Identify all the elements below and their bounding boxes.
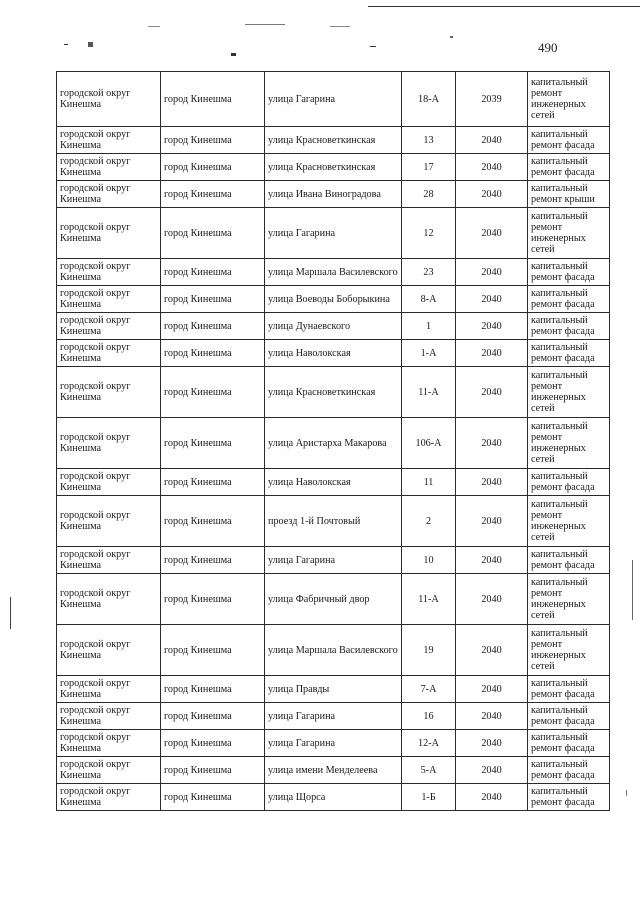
cell-house: 1-Б [402,784,456,811]
cell-settlement: город Кинешма [161,547,265,574]
table-row [57,757,610,784]
cell-area: городской округ Кинешма [57,313,161,340]
cell-house: 12-А [402,730,456,757]
scan-mark [231,53,236,56]
cell-settlement: город Кинешма [161,676,265,703]
cell-work: капитальный ремонт фасада [528,676,610,703]
cell-house: 23 [402,259,456,286]
table-row [57,469,610,496]
cell-settlement: город Кинешма [161,340,265,367]
cell-area: городской округ Кинешма [57,340,161,367]
cell-year: 2040 [456,547,528,574]
cell-street: улица Наволокская [265,340,402,367]
cell-year: 2040 [456,496,528,547]
cell-work: капитальный ремонт инженерных сетей [528,574,610,625]
cell-street: улица Щорса [265,784,402,811]
page-number: 490 [538,40,558,55]
cell-house: 12 [402,208,456,259]
cell-street: улица Красноветкинская [265,154,402,181]
cell-street: улица Наволокская [265,469,402,496]
table-row [57,730,610,757]
cell-work: капитальный ремонт фасада [528,757,610,784]
cell-street: улица Аристарха Макарова [265,418,402,469]
cell-street: улица Правды [265,676,402,703]
scan-mark [245,24,285,25]
table-row [57,181,610,208]
cell-house: 1 [402,313,456,340]
cell-year: 2040 [456,469,528,496]
cell-house: 18-А [402,72,456,127]
cell-settlement: город Кинешма [161,757,265,784]
cell-area: городской округ Кинешма [57,72,161,127]
cell-street: улица Дунаевского [265,313,402,340]
cell-work: капитальный ремонт фасада [528,259,610,286]
cell-settlement: город Кинешма [161,574,265,625]
cell-settlement: город Кинешма [161,154,265,181]
cell-area: городской округ Кинешма [57,469,161,496]
table-row [57,703,610,730]
cell-settlement: город Кинешма [161,469,265,496]
table-row [57,574,610,625]
cell-year: 2040 [456,757,528,784]
table-row [57,784,610,811]
cell-house: 10 [402,547,456,574]
table-row [57,127,610,154]
cell-street: улица Маршала Василевского [265,625,402,676]
table-row [57,547,610,574]
cell-house: 11-А [402,367,456,418]
cell-work: капитальный ремонт фасада [528,547,610,574]
cell-work: капитальный ремонт инженерных сетей [528,208,610,259]
scan-mark [370,46,376,47]
scan-mark [330,26,350,27]
cell-street: улица Воеводы Боборыкина [265,286,402,313]
cell-settlement: город Кинешма [161,181,265,208]
table-row [57,418,610,469]
cell-year: 2040 [456,127,528,154]
scan-mark [64,44,68,45]
scan-mark [632,560,633,620]
cell-work: капитальный ремонт фасада [528,127,610,154]
table-row [57,313,610,340]
cell-area: городской округ Кинешма [57,547,161,574]
cell-settlement: город Кинешма [161,313,265,340]
cell-work: капитальный ремонт инженерных сетей [528,418,610,469]
cell-year: 2040 [456,418,528,469]
cell-area: городской округ Кинешма [57,208,161,259]
cell-house: 8-А [402,286,456,313]
cell-year: 2040 [456,703,528,730]
cell-house: 5-А [402,757,456,784]
cell-work: капитальный ремонт фасада [528,154,610,181]
cell-area: городской округ Кинешма [57,496,161,547]
cell-house: 1-А [402,340,456,367]
table-row [57,208,610,259]
housing-repair-table [56,71,610,811]
cell-house: 11 [402,469,456,496]
cell-area: городской округ Кинешма [57,703,161,730]
cell-year: 2040 [456,340,528,367]
cell-area: городской округ Кинешма [57,625,161,676]
cell-work: капитальный ремонт фасада [528,703,610,730]
cell-year: 2040 [456,784,528,811]
table-row [57,286,610,313]
cell-house: 19 [402,625,456,676]
cell-street: улица Красноветкинская [265,127,402,154]
cell-house: 17 [402,154,456,181]
cell-settlement: город Кинешма [161,367,265,418]
cell-work: капитальный ремонт фасада [528,286,610,313]
cell-year: 2040 [456,208,528,259]
table-row [57,154,610,181]
cell-house: 13 [402,127,456,154]
cell-area: городской округ Кинешма [57,286,161,313]
cell-work: капитальный ремонт фасада [528,313,610,340]
cell-year: 2040 [456,676,528,703]
cell-year: 2040 [456,154,528,181]
table-row [57,676,610,703]
table-row [57,496,610,547]
cell-street: улица имени Менделеева [265,757,402,784]
cell-area: городской округ Кинешма [57,676,161,703]
table-row [57,625,610,676]
cell-settlement: город Кинешма [161,72,265,127]
cell-settlement: город Кинешма [161,259,265,286]
cell-settlement: город Кинешма [161,496,265,547]
cell-area: городской округ Кинешма [57,127,161,154]
cell-street: улица Гагарина [265,703,402,730]
cell-street: улица Красноветкинская [265,367,402,418]
cell-street: улица Ивана Виноградова [265,181,402,208]
cell-house: 16 [402,703,456,730]
cell-settlement: город Кинешма [161,127,265,154]
scan-mark [88,42,93,47]
cell-street: улица Фабричный двор [265,574,402,625]
cell-work: капитальный ремонт инженерных сетей [528,72,610,127]
cell-area: городской округ Кинешма [57,784,161,811]
cell-settlement: город Кинешма [161,286,265,313]
cell-year: 2040 [456,259,528,286]
cell-settlement: город Кинешма [161,208,265,259]
table-row [57,72,610,127]
cell-area: городской округ Кинешма [57,730,161,757]
cell-house: 28 [402,181,456,208]
cell-area: городской округ Кинешма [57,367,161,418]
cell-work: капитальный ремонт инженерных сетей [528,625,610,676]
cell-work: капитальный ремонт крыши [528,181,610,208]
cell-year: 2040 [456,367,528,418]
cell-work: капитальный ремонт фасада [528,469,610,496]
cell-house: 106-А [402,418,456,469]
cell-house: 11-А [402,574,456,625]
cell-year: 2039 [456,72,528,127]
cell-work: капитальный ремонт фасада [528,784,610,811]
cell-house: 2 [402,496,456,547]
cell-work: капитальный ремонт инженерных сетей [528,367,610,418]
cell-year: 2040 [456,574,528,625]
cell-street: улица Гагарина [265,208,402,259]
cell-year: 2040 [456,625,528,676]
cell-settlement: город Кинешма [161,625,265,676]
cell-year: 2040 [456,181,528,208]
table-row [57,340,610,367]
cell-area: городской округ Кинешма [57,418,161,469]
scan-mark [626,790,627,796]
cell-street: улица Гагарина [265,730,402,757]
cell-year: 2040 [456,730,528,757]
table-row [57,259,610,286]
table-row [57,367,610,418]
cell-settlement: город Кинешма [161,703,265,730]
scan-mark [148,26,160,27]
cell-work: капитальный ремонт фасада [528,730,610,757]
cell-year: 2040 [456,313,528,340]
scan-mark [450,36,453,38]
cell-street: улица Гагарина [265,547,402,574]
cell-street: проезд 1-й Почтовый [265,496,402,547]
cell-year: 2040 [456,286,528,313]
cell-settlement: город Кинешма [161,730,265,757]
cell-street: улица Маршала Василевского [265,259,402,286]
cell-area: городской округ Кинешма [57,181,161,208]
cell-area: городской округ Кинешма [57,574,161,625]
cell-street: улица Гагарина [265,72,402,127]
cell-house: 7-А [402,676,456,703]
cell-settlement: город Кинешма [161,418,265,469]
scan-mark [10,597,11,629]
cell-area: городской округ Кинешма [57,757,161,784]
cell-work: капитальный ремонт инженерных сетей [528,496,610,547]
cell-area: городской округ Кинешма [57,259,161,286]
cell-area: городской округ Кинешма [57,154,161,181]
cell-work: капитальный ремонт фасада [528,340,610,367]
cell-settlement: город Кинешма [161,784,265,811]
scan-mark [368,6,640,7]
